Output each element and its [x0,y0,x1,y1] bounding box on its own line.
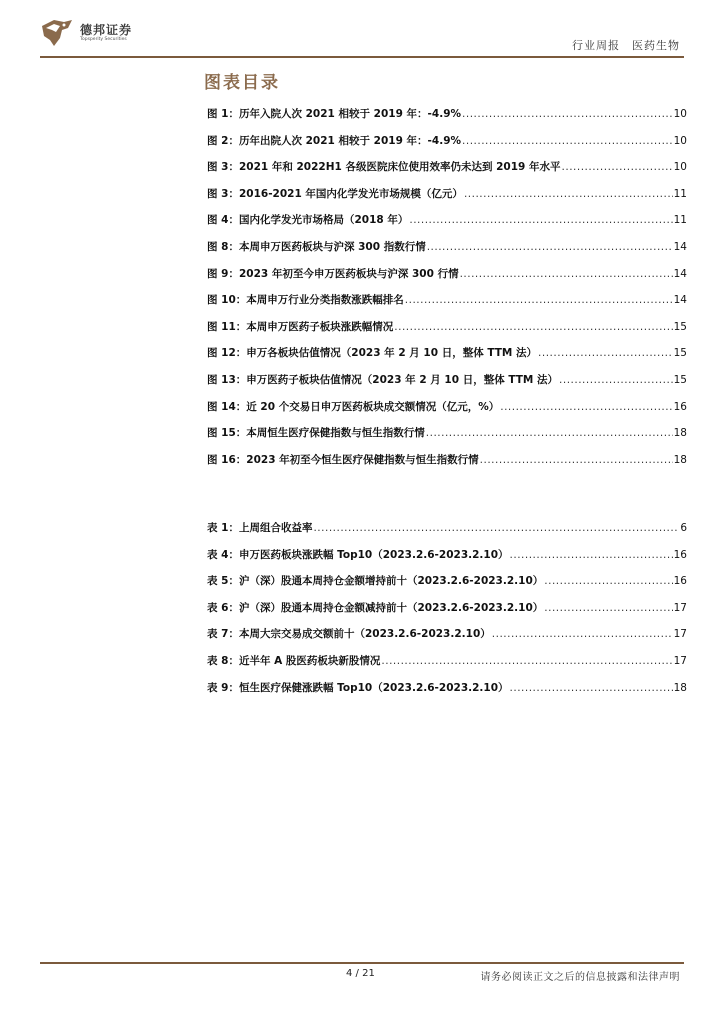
toc-entry-label: 图 10： [207,294,247,307]
toc-entry-page: 15 [673,373,687,386]
toc-entry[interactable] [207,212,687,239]
toc-dot-leader [427,239,673,255]
toc-dot-leader [562,159,673,175]
toc-entry-title: 2021 年和 2022H1 各级医院床位使用效率仍未达到 2019 年水平 [238,161,561,174]
toc-dot-leader [426,425,673,441]
toc-entry-label: 图 1： [207,108,239,120]
toc-entry-label: 图 3： [207,187,239,200]
toc-entry-label: 图 9： [207,267,239,280]
toc-entry-label: 图 12： [207,347,247,360]
toc-entry-label: 图 8： [207,240,239,253]
toc-entry-title: 沪（深）股通本周持仓金额减持前十（2023.2.6-2023.2.10） [238,601,544,614]
company-name-cn: 德邦证券 [80,23,133,37]
logo-mark-icon [40,18,74,48]
toc-dot-leader [510,547,673,563]
toc-entry-title: 2016-2021 年国内化学发光市场规模（亿元） [238,187,463,200]
toc-dot-leader [394,319,672,335]
company-name-en: Topsperity Securities [80,37,127,42]
toc-entry[interactable] [207,547,687,574]
toc-entry-title: 申万医药板块涨跌幅 Top10（2023.2.6-2023.2.10） [238,548,509,561]
toc-entry[interactable] [207,573,687,600]
toc-entry-page: 16 [673,400,687,413]
toc-entry[interactable] [207,626,687,653]
toc-entry-page: 10 [673,108,687,120]
toc-dot-leader [464,186,673,202]
toc-entry-label: 图 4： [207,214,239,227]
toc-entry-page: 16 [673,548,687,561]
toc-entry-title: 国内化学发光市场格局（2018 年） [238,214,409,227]
toc-entry-title: 本周申万医药子板块涨跌幅情况 [246,320,394,333]
toc-entry-title: 本周恒生医疗保健指数与恒生指数行情 [246,427,425,440]
toc-entry[interactable] [207,106,687,133]
toc-dot-leader [462,106,673,122]
toc-entry[interactable] [207,319,687,346]
toc-dot-leader [409,212,672,228]
toc-entry-label: 表 5： [207,575,239,588]
toc-entry-title: 2023 年初至今恒生医疗保健指数与恒生指数行情 [246,453,479,466]
figure-list [207,106,687,478]
toc-entry-title: 2023 年初至今申万医药板块与沪深 300 行情 [238,267,459,280]
toc-entry-title: 申万医药子板块估值情况（2023 年 2 月 10 日，整体 TTM 法） [246,373,559,386]
report-type: 行业周报 [572,39,620,52]
toc-entry-title: 近 20 个交易日申万医药板块成交额情况（亿元，%） [246,400,500,413]
toc-entry[interactable] [207,520,687,547]
footer-divider [40,962,684,964]
toc-entry[interactable] [207,425,687,452]
toc-entry-page: 18 [673,681,687,694]
toc-entry[interactable] [207,399,687,426]
toc-entry-title: 上周组合收益率 [238,522,313,534]
toc-dot-leader [544,573,672,589]
toc-entry-title: 历年出院人次 2021 相较于 2019 年：-4.9% [238,134,462,147]
toc-entry-label: 图 13： [207,373,247,386]
toc-entry-page: 17 [673,654,687,667]
toc-dot-leader [480,452,673,468]
toc-entry[interactable] [207,292,687,319]
company-logo [40,18,170,48]
toc-entry-page: 11 [673,214,687,227]
toc-entry-page: 10 [673,134,687,147]
toc-entry-label: 图 11： [207,320,247,333]
toc-entry-title: 本周申万医药板块与沪深 300 指数行情 [238,240,426,253]
toc-entry-title: 恒生医疗保健涨跌幅 Top10（2023.2.6-2023.2.10） [238,681,509,694]
toc-dot-leader [405,292,673,308]
toc-dot-leader [510,680,673,696]
toc-entry[interactable] [207,159,687,186]
toc-entry-page: 17 [673,628,687,641]
toc-entry-label: 表 9： [207,681,239,694]
toc-dot-leader [559,372,673,388]
toc-title: 图表目录 [204,73,280,93]
toc-entry-page: 15 [673,320,687,333]
toc-dot-leader [381,653,672,669]
toc-entry-label: 图 2： [207,134,239,147]
toc-entry[interactable] [207,133,687,160]
report-category [572,37,680,53]
toc-dot-leader [313,520,679,536]
toc-dot-leader [492,626,673,642]
toc-entry[interactable] [207,653,687,680]
toc-entry-title: 本周申万行业分类指数涨跌幅排名 [246,294,404,307]
toc-entry-title: 近半年 A 股医药板块新股情况 [238,654,381,667]
toc-entry-page: 15 [673,347,687,360]
toc-entry-label: 图 3： [207,161,239,174]
toc-entry[interactable] [207,266,687,293]
toc-entry-page: 16 [673,575,687,588]
toc-entry-page: 18 [673,453,687,466]
toc-entry-label: 表 6： [207,601,239,614]
toc-entry-title: 历年入院人次 2021 相较于 2019 年：-4.9% [238,108,462,120]
toc-entry-label: 图 16： [207,453,247,466]
toc-entry-page: 14 [673,267,687,280]
toc-entry[interactable] [207,452,687,479]
toc-entry-page: 17 [673,601,687,614]
toc-entry-page: 10 [673,161,687,174]
legal-disclaimer: 请务必阅读正文之后的信息披露和法律声明 [480,972,680,983]
toc-dot-leader [538,345,673,361]
toc-entry-title: 本周大宗交易成交额前十（2023.2.6-2023.2.10） [238,628,491,641]
toc-entry-label: 图 14： [207,400,247,413]
toc-dot-leader [500,399,672,415]
toc-dot-leader [462,133,673,149]
toc-entry-page: 14 [673,294,687,307]
page-number: 4 / 21 [346,968,375,979]
toc-entry-title: 申万各板块估值情况（2023 年 2 月 10 日，整体 TTM 法） [246,347,538,360]
toc-dot-leader [544,600,672,616]
table-list [207,520,687,706]
toc-entry[interactable] [207,372,687,399]
toc-entry[interactable] [207,239,687,266]
report-sector: 医药生物 [632,39,680,52]
toc-entry-label: 图 15： [207,427,247,440]
toc-entry[interactable] [207,345,687,372]
toc-entry-label: 表 7： [207,628,239,641]
toc-entry[interactable] [207,186,687,213]
toc-entry-label: 表 8： [207,654,239,667]
toc-entry-page: 6 [680,522,687,534]
toc-entry-page: 14 [673,240,687,253]
toc-entry-label: 表 1： [207,522,239,534]
toc-entry[interactable] [207,680,687,707]
toc-entry-label: 表 4： [207,548,239,561]
toc-entry[interactable] [207,600,687,627]
header-divider [40,56,684,58]
toc-entry-page: 18 [673,427,687,440]
toc-entry-page: 11 [673,187,687,200]
toc-entry-title: 沪（深）股通本周持仓金额增持前十（2023.2.6-2023.2.10） [238,575,544,588]
toc-dot-leader [460,266,673,282]
